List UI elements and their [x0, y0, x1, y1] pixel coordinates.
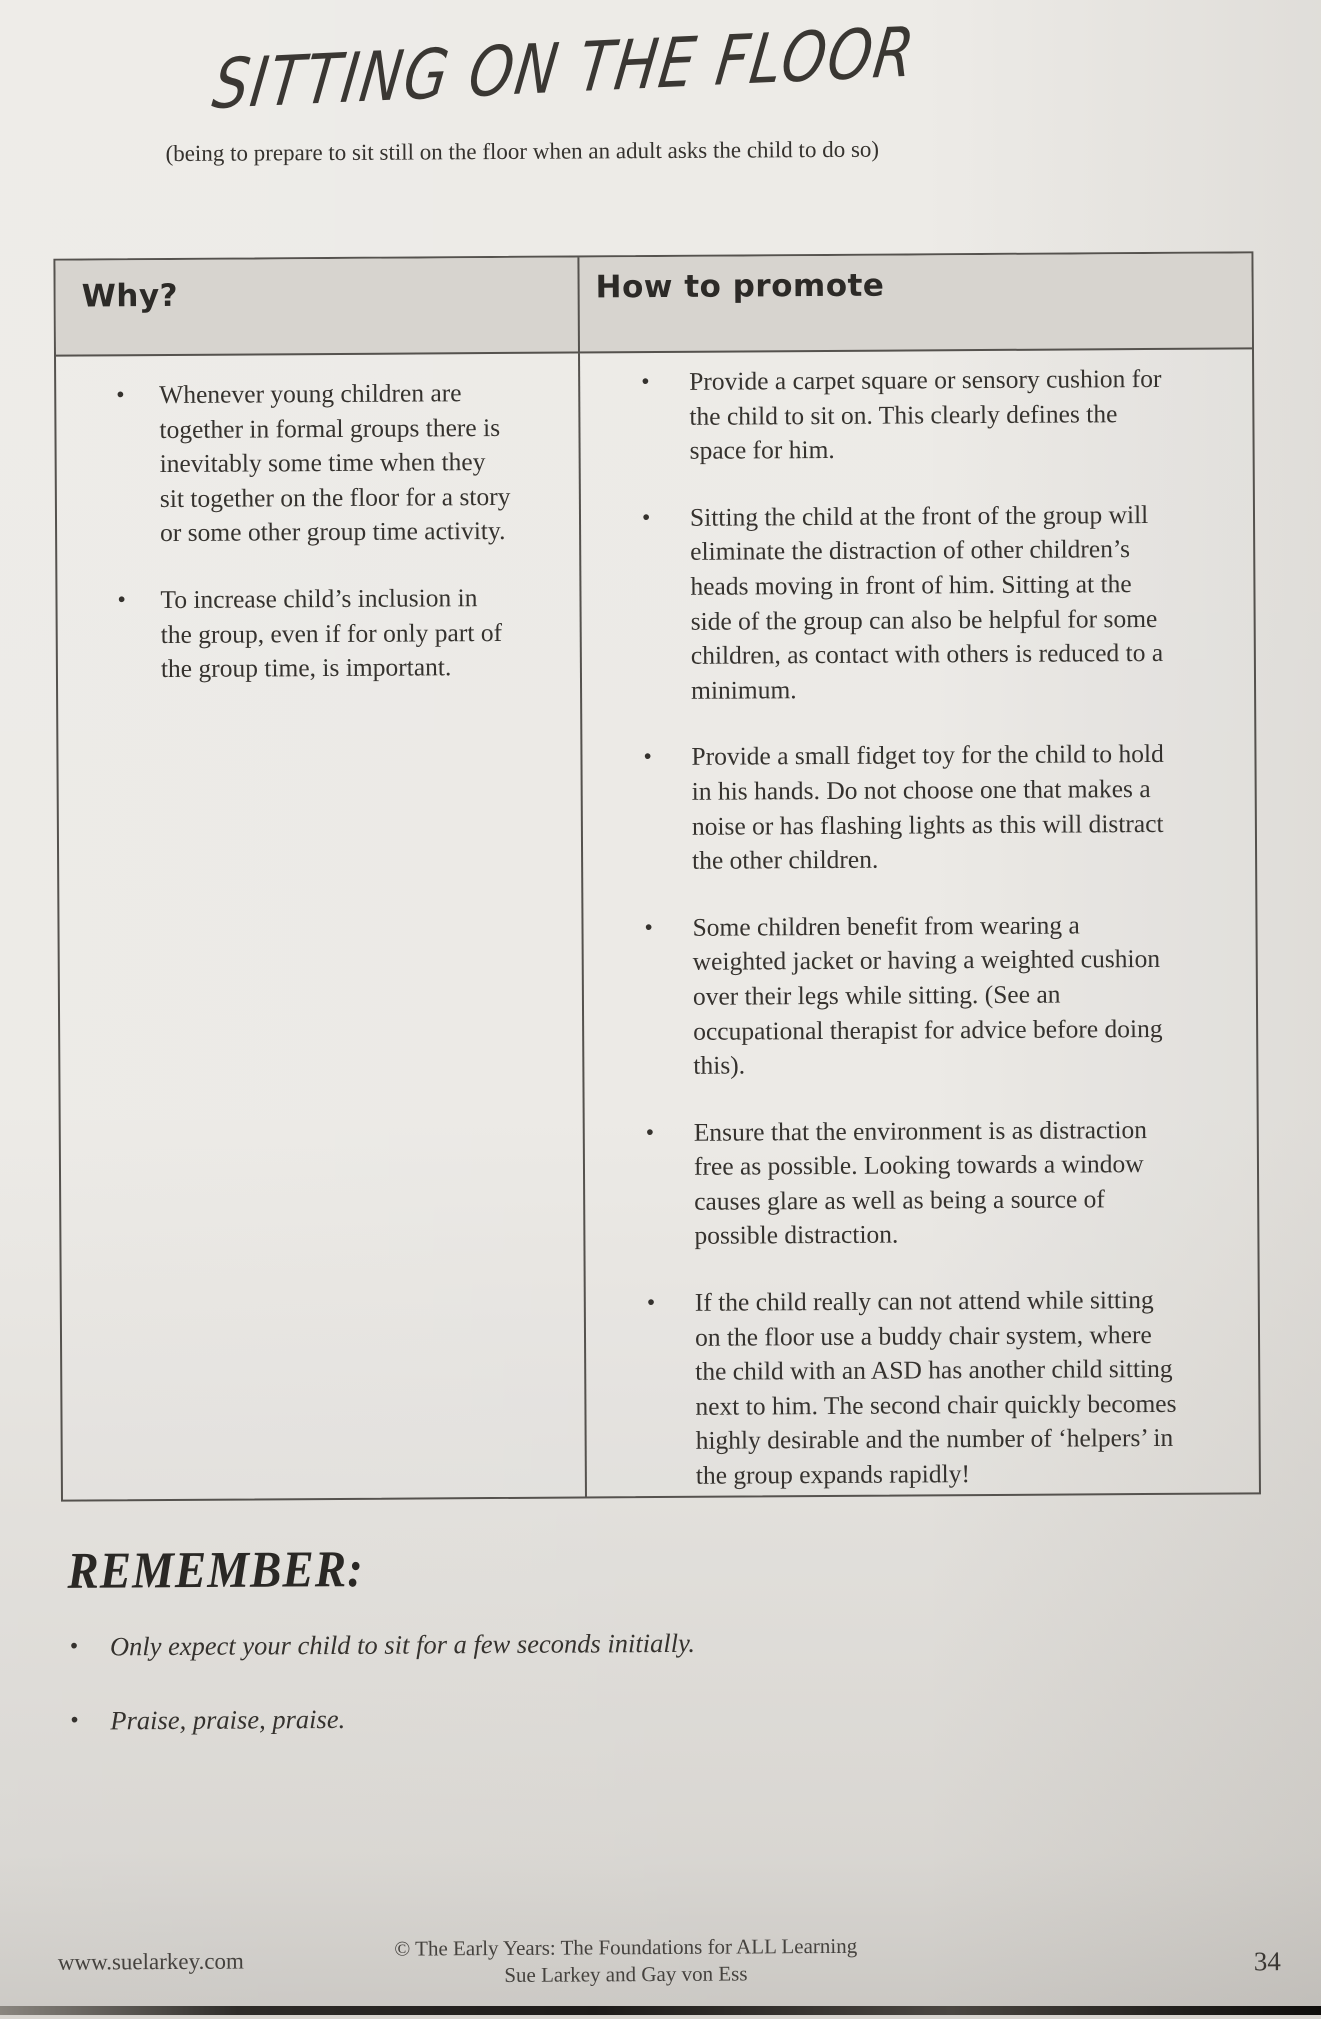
copyright-text: [306, 1932, 946, 1990]
copyright-line1: © The Early Years: The Foundations for ALL Learning: [394, 1933, 858, 1961]
bullet-dot: •: [643, 744, 652, 771]
remember-heading: REMEMBER:: [67, 1540, 364, 1600]
bullet-item: [586, 1282, 1259, 1494]
bottom-page-edge: [0, 2006, 1321, 2015]
remember-item-text: Praise, praise, praise.: [110, 1703, 346, 1736]
copyright-line2: Sue Larkey and Gay von Ess: [504, 1961, 748, 1987]
bullet-text: Ensure that the environment is as distraction free as possible. Looking towards a window causes glare as well as being a source of possible distraction.: [693, 1114, 1148, 1251]
bullet-item: [583, 907, 1256, 1084]
remember-item: [70, 1626, 695, 1664]
bullet-item: [56, 375, 579, 551]
bullet-text: Provide a carpet square or sensory cushion for the child to sit on. This clearly defines the space for him.: [689, 363, 1162, 465]
bullet-item: [582, 737, 1255, 879]
bullet-item: [585, 1112, 1258, 1254]
footer: [6, 1924, 1321, 2002]
page-subtitle: (being to prepare to sit still on the floor when an adult asks the child to do so): [165, 136, 880, 167]
bullet-item: [580, 361, 1253, 469]
page-number: 34: [1253, 1946, 1281, 1977]
why-how-table: [53, 251, 1261, 1501]
bullet-item: [57, 580, 580, 687]
bullet-text: Sitting the child at the front of the group will eliminate the distraction of other children’s heads moving in front of him. Sitting at the side of the group can also be helpful for some children, as contact with others is reduced to a minimum.: [689, 499, 1164, 705]
bullet-dot: •: [641, 504, 651, 531]
bullet-text: Provide a small fidget toy for the child to hold in his hands. Do not choose one that makes a noise or has flashing lights as this will distract the other children.: [691, 739, 1164, 875]
remember-section: [67, 1536, 1067, 1736]
remember-item-text: Only expect your child to sit for a few seconds initially.: [109, 1627, 696, 1662]
bullet-dot: •: [646, 1290, 656, 1317]
table-body-row: [56, 349, 1259, 1499]
bullet-dot: •: [116, 382, 125, 409]
bullet-text: Whenever young children are together in formal groups there is inevitably some time when they sit together on the floor for a story or some other group time activity.: [159, 378, 511, 548]
bullet-dot: •: [644, 914, 653, 941]
bullet-dot: •: [641, 369, 650, 396]
website-text: www.suelarkey.com: [57, 1948, 244, 1975]
bullet-dot: •: [69, 1633, 79, 1660]
bullet-dot: •: [70, 1707, 79, 1734]
why-column: [56, 353, 587, 1499]
bullet-dot: •: [645, 1119, 655, 1146]
page-title: SITTING ON THE FLOOR: [208, 12, 921, 126]
bullet-text: To increase child’s inclusion in the group, even if for only part of the group time, is important.: [160, 583, 503, 684]
bullet-text: If the child really can not attend while sitting on the floor use a buddy chair system, where the child with an ASD has another child sitting next to him. The second chair quickly becomes highly desirable and the number of ‘helpers’ in the group expands rapidly!: [694, 1285, 1177, 1490]
how-header-cell: How to promote: [595, 267, 885, 306]
bullet-text: Some children benefit from wearing a weighted jacket or having a weighted cushion over their legs while sitting. (See an occupational therapist for advice before doing this).: [692, 910, 1163, 1080]
why-header-cell: Why?: [55, 257, 580, 354]
table-header-row: [55, 253, 1252, 356]
remember-item: [70, 1702, 345, 1738]
bullet-dot: •: [117, 587, 126, 614]
bullet-item: [581, 497, 1254, 709]
how-column: [580, 349, 1259, 1496]
